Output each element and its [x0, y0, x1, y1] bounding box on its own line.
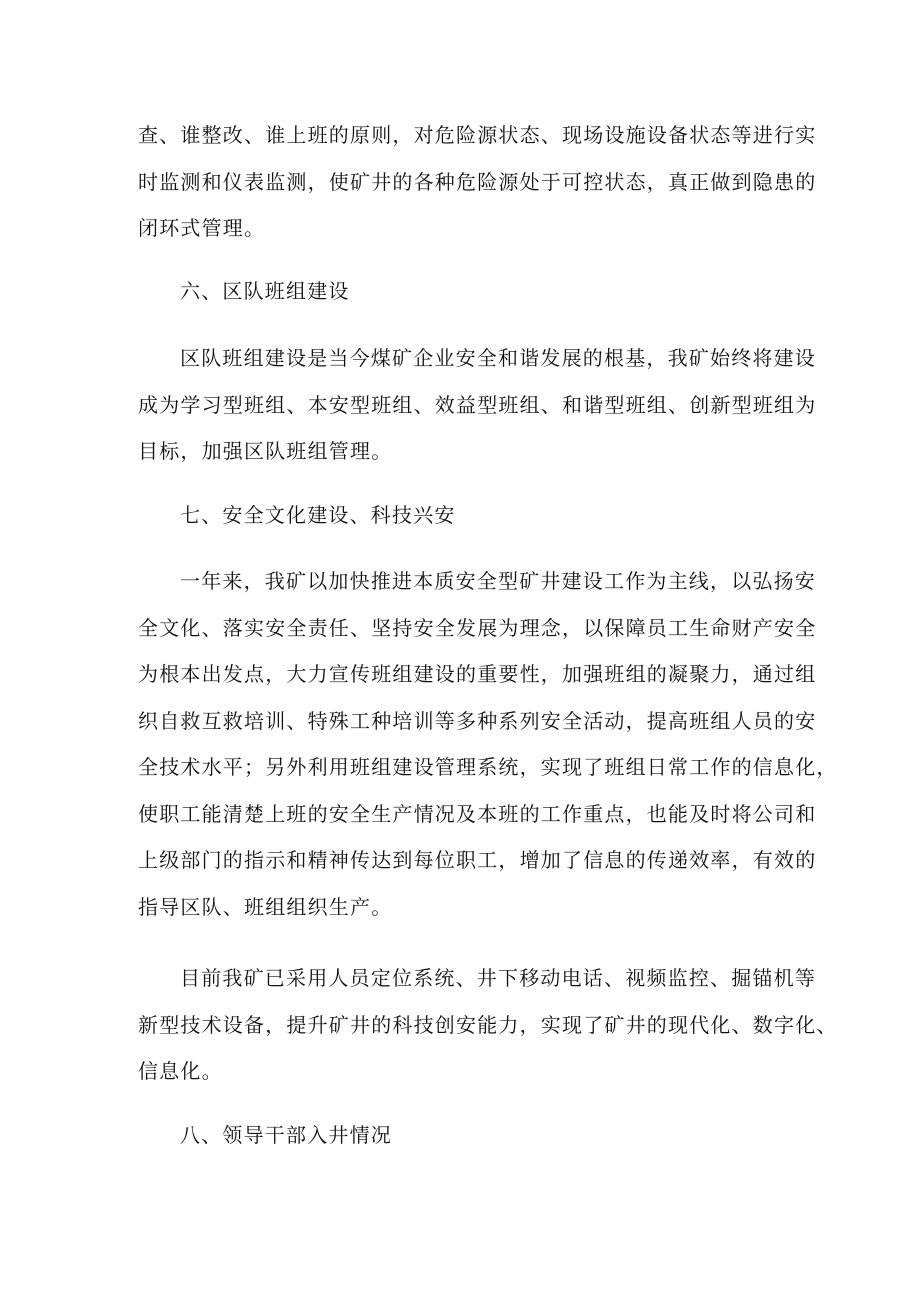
paragraph-line: 全技术水平；另外利用班组建设管理系统，实现了班组日常工作的信息化，: [138, 755, 838, 779]
paragraph-line: 新型技术设备，提升矿井的科技创安能力，实现了矿井的现代化、数字化、: [138, 1012, 838, 1037]
paragraph-line: 目前我矿已采用人员定位系统、井下移动电话、视频监控、掘锚机等: [180, 966, 816, 990]
paragraph-line: 目标，加强区队班组管理。: [138, 439, 393, 463]
section-heading-7: 七、安全文化建设、科技兴安: [180, 503, 456, 527]
paragraph-line: 成为学习型班组、本安型班组、效益型班组、和谐型班组、创新型班组为: [138, 392, 817, 417]
paragraph-intro: [138, 112, 817, 252]
paragraph-line: 闭环式管理。: [138, 216, 266, 240]
paragraph-line: 为根本出发点，大力宣传班组建设的重要性，加强班组的凝聚力，通过组: [138, 662, 817, 686]
paragraph-section-6: [138, 335, 817, 475]
paragraph-line: 全文化、落实安全责任、坚持安全发展为理念，以保障员工生命财产安全: [138, 615, 817, 640]
paragraph-line: 区队班组建设是当今煤矿企业安全和谐发展的根基，我矿始终将建设: [180, 346, 816, 370]
paragraph-line: 时监测和仪表监测，使矿井的各种危险源处于可控状态，真正做到隐患的: [138, 169, 817, 194]
paragraph-line: 使职工能清楚上班的安全生产情况及本班的工作重点，也能及时将公司和: [138, 801, 817, 826]
paragraph-line: 查、谁整改、谁上班的原则，对危险源状态、现场设施设备状态等进行实: [138, 123, 817, 147]
paragraph-line: 上级部门的指示和精神传达到每位职工，增加了信息的传递效率，有效的: [138, 848, 817, 872]
paragraph-section-7b: [138, 955, 838, 1095]
section-heading-8: 八、领导干部入井情况: [180, 1123, 392, 1147]
paragraph-line: 织自救互救培训、特殊工种培训等多种系列安全活动，提高班组人员的安: [138, 708, 817, 733]
paragraph-line: 一年来，我矿以加快推进本质安全型矿井建设工作为主线，以弘扬安: [180, 569, 816, 593]
paragraph-line: 信息化。: [138, 1059, 223, 1083]
paragraph-section-7a: [138, 558, 838, 930]
paragraph-line: 指导区队、班组组织生产。: [138, 894, 393, 919]
section-heading-6: 六、区队班组建设: [180, 279, 350, 303]
